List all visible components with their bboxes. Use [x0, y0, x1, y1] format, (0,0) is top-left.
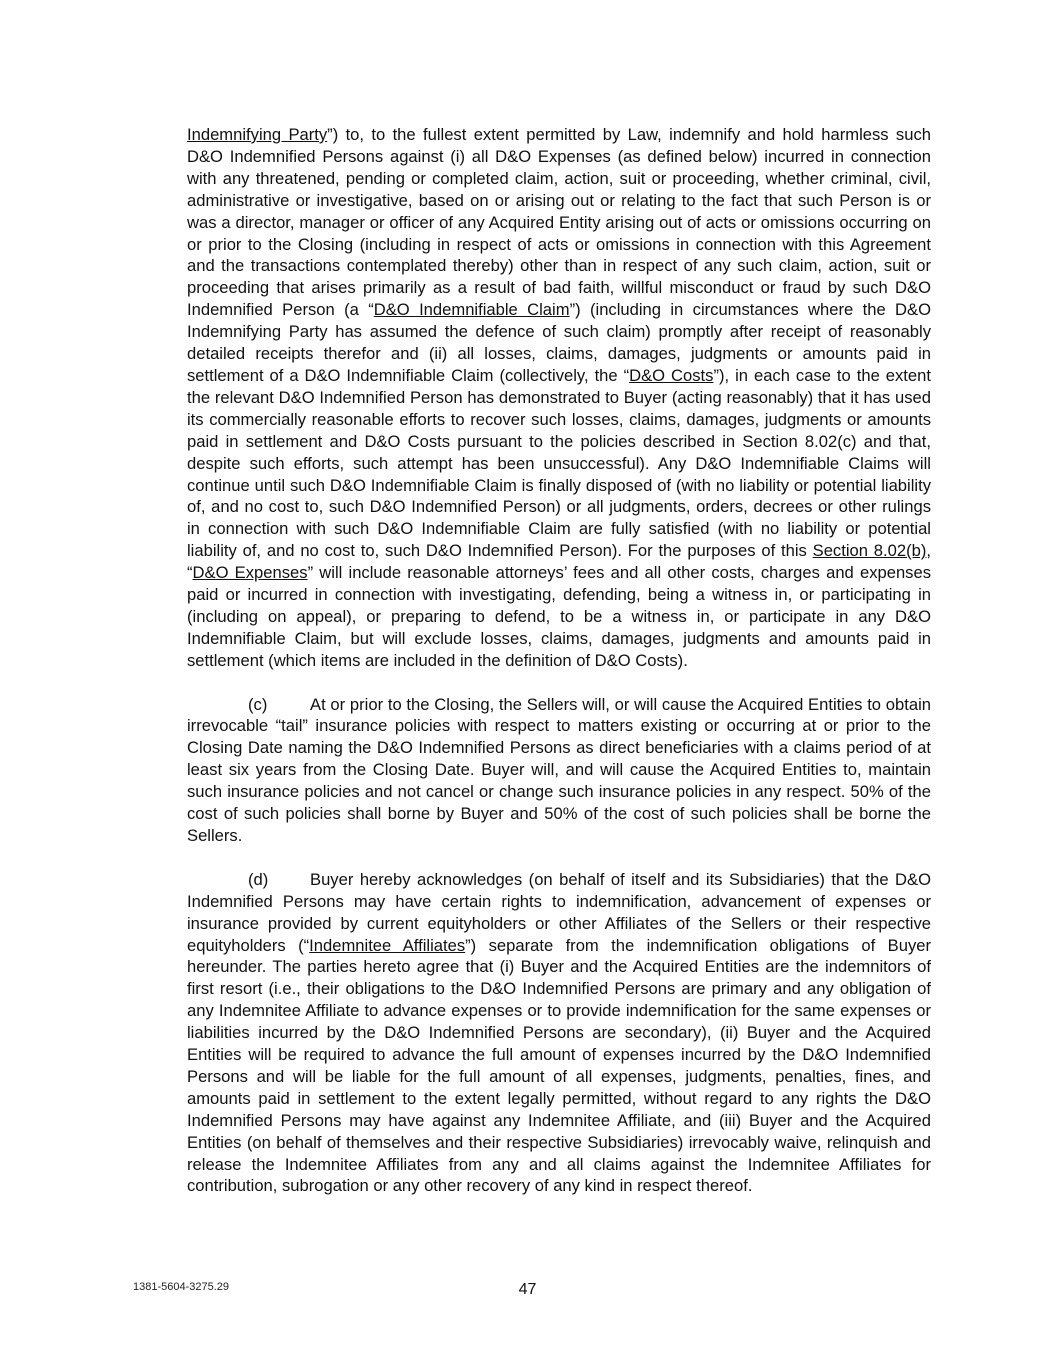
section-reference: Section 8.02(b): [812, 541, 927, 561]
defined-term-do-indemnifiable-claim: D&O Indemnifiable Claim: [373, 300, 570, 320]
paragraph-text: ”), in each case to the extent the relevant D&O Indemnified Person has demonstrated to Buyer (acting reasonably) that it has used its commercially reasonable efforts to recover such losses, claims, damages, judgments or amounts paid in settlement and D&O Costs pursuant to the policies described in Section 8.02(c) and that, despite such efforts, such attempt has been unsuccessful). Any D&O Indemnifiable Claims will continue until such D&O Indemnifiable Claim is finally disposed of (with no liability or potential liability of, and no cost to, such D&O Indemnified Person) or all judgments, orders, decrees or other rulings in connection with such D&O Indemnifiable Claim are fully satisfied (with no liability or potential liability of, and no cost to, such D&O Indemnified Person). For the purposes of this: [187, 365, 931, 561]
paragraph-text: ”) (including in circumstances where the D&O Indemnifying Party has assumed the defence of such claim) promptly after receipt of reasonably detailed receipts therefor and (ii) all losses, claims, damages, judgments or amounts paid in settlement of a D&O Indemnifiable Claim (collectively, the “: [187, 300, 932, 385]
paragraph-text: , “: [187, 541, 931, 583]
defined-term-indemnifying-party: Indemnifying Party: [187, 125, 328, 144]
document-body: [187, 124, 931, 1219]
paragraph-d: [187, 869, 931, 1198]
paragraph-text: At or prior to the Closing, the Sellers will, or will cause the Acquired Entities to obtain irrevocable “tail” insurance policies with respect to matters existing or occurring at or prior to the Closing Date naming the D&O Indemnified Persons as direct beneficiaries with a claims period of at least six years from the Closing Date. Buyer will, and will cause the Acquired Entities to, maintain such insurance policies and not cancel or change such insurance policies in any respect. 50% of the cost of such policies shall borne by Buyer and 50% of the cost of such policies shall be borne the Sellers.: [187, 694, 931, 845]
clause-label-c: (c): [248, 694, 268, 714]
paragraph-text: ”) to, to the fullest extent permitted by Law, indemnify and hold harmless such D&O Indemnified Persons against (i) all D&O Expenses (as defined below) incurred in connection with any threatened, pending or completed claim, action, suit or proceeding, whether criminal, civil, administrative or investigative, based on or arising out or relating to the fact that such Person is or was a director, manager or officer of any Acquired Entity arising out of acts or omissions occurring on or prior to the Closing (including in respect of acts or omissions in connection with this Agreement and the transactions contemplated thereby) other than in respect of any such claim, action, suit or proceeding that arises primarily as a result of bad faith, willful misconduct or fraud by such D&O Indemnified Person (a “: [187, 125, 931, 320]
paragraph-text: ”) separate from the indemnification obligations of Buyer hereunder. The parties hereto agree that (i) Buyer and the Acquired Entities are the indemnitors of first resort (i.e., their obligations to the D&O Indemnified Persons are primary and any obligation of any Indemnitee Affiliate to advance expenses or to provide indemnification for the same expenses or liabilities incurred by the D&O Indemnified Persons are secondary), (ii) Buyer and the Acquired Entities will be required to advance the full amount of expenses incurred by the D&O Indemnified Persons and will be liable for the full amount of all expenses, judgments, penalties, fines, and amounts paid in settlement to the extent legally permitted, without regard to any rights the D&O Indemnified Persons may have against any Indemnitee Affiliate, and (iii) Buyer and the Acquired Entities (on behalf of themselves and their respective Subsidiaries) irrevocably waive, relinquish and release the Indemnitee Affiliates from any and all claims against the Indemnitee Affiliates for contribution, subrogation or any other recovery of any kind in respect thereof.: [187, 935, 931, 1196]
paragraph-c: [187, 694, 931, 847]
paragraph-text: Buyer hereby acknowledges (on behalf of itself and its Subsidiaries) that the D&O Indemnified Persons may have certain rights to indemnification, advancement of expenses or insurance provided by current equityholders or other Affiliates of the Sellers or their respective equityholders (“: [187, 869, 931, 955]
paragraph-b-continuation: [187, 124, 931, 672]
defined-term-do-expenses: D&O Expenses: [192, 563, 308, 583]
footer-document-id: 1381-5604-3275.29: [133, 1281, 230, 1293]
paragraph-text: ” will include reasonable attorneys’ fees and all other costs, charges and expenses paid or incurred in connection with investigating, defending, being a witness in, or participating in (including on appeal), or preparing to defend, to be a witness in, or participate in any D&O Indemnifiable Claim, but will exclude losses, claims, damages, judgments and amounts paid in settlement (which items are included in the definition of D&O Costs).: [187, 563, 931, 670]
defined-term-indemnitee-affiliates: Indemnitee Affiliates: [309, 935, 466, 955]
page-number: 47: [518, 1281, 537, 1298]
defined-term-do-costs: D&O Costs: [629, 365, 714, 385]
clause-label-d: (d): [248, 869, 269, 889]
